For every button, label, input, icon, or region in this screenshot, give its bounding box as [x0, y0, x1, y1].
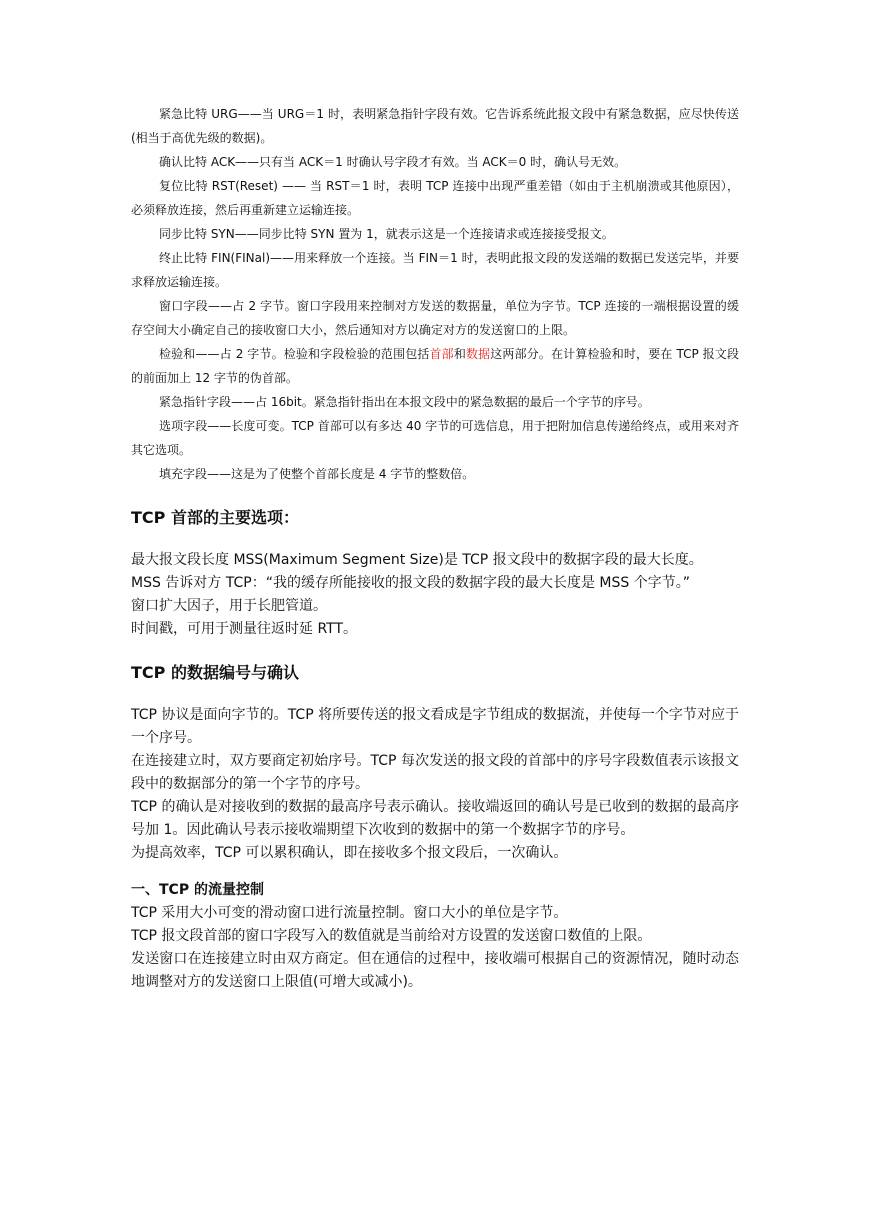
field-rst: 复位比特 RST(Reset) —— 当 RST＝1 时，表明 TCP 连接中出现严重差错（如由于主机崩溃或其他原因），必须释放连接，然后再重新建立运输连接。: [131, 179, 739, 217]
field-ack: 确认比特 ACK——只有当 ACK＝1 时确认号字段才有效。当 ACK＝0 时，确认号无效。: [159, 155, 627, 169]
checksum-text-after: 这两部分。在计算检验和时，要在 TCP 报文段的前面加上 12 字节的伪首部。: [131, 347, 739, 385]
options-line-mss-quote: MSS 告诉对方 TCP：“我的缓存所能接收的报文段的数据字段的最大长度是 MSS 个字节。”: [131, 575, 690, 591]
field-window: 窗口字段——占 2 字节。窗口字段用来控制对方发送的数据量，单位为字节。TCP 连接的一端根据设置的缓存空间大小确定自己的接收窗口大小，然后通知对方以确定对方的发送窗口的上限。: [131, 299, 739, 337]
heading-flow-control: 一、TCP 的流量控制: [131, 882, 264, 898]
options-line-timestamp: 时间戳，可用于测量往返时延 RTT。: [131, 621, 358, 637]
numbering-para-byte-oriented: TCP 协议是面向字节的。TCP 将所要传送的报文看成是字节组成的数据流，并使每一个字节对应于一个序号。: [131, 707, 739, 746]
document-page: [131, 102, 739, 994]
options-line-window-scale: 窗口扩大因子，用于长肥管道。: [131, 598, 327, 614]
flow-para-negotiation: 发送窗口在连接建立时由双方商定。但在通信的过程中，接收端可根据自己的资源情况，随时动态地调整对方的发送窗口上限值(可增大或减小)。: [131, 951, 739, 990]
numbering-para-initial-seq: 在连接建立时，双方要商定初始序号。TCP 每次发送的报文段的首部中的序号字段数值表示该报文段中的数据部分的第一个字节的序号。: [131, 753, 739, 792]
field-fin: 终止比特 FIN(FINal)——用来释放一个连接。当 FIN＝1 时，表明此报文段的发送端的数据已发送完毕，并要求释放运输连接。: [131, 251, 739, 289]
numbering-para-ack: TCP 的确认是对接收到的数据的最高序号表示确认。接收端返回的确认号是已收到的数据的最高序号加 1。因此确认号表示接收端期望下次收到的数据中的第一个数据字节的序号。: [131, 799, 739, 838]
checksum-text-before: 检验和——占 2 字节。检验和字段检验的范围包括: [159, 347, 430, 361]
field-options: 选项字段——长度可变。TCP 首部可以有多达 40 字节的可选信息，用于把附加信息传递给终点，或用来对齐其它选项。: [131, 419, 739, 457]
heading-tcp-options: TCP 首部的主要选项：: [131, 508, 299, 527]
checksum-highlight-header: 首部: [429, 347, 454, 361]
field-urgent-pointer: 紧急指针字段——占 16bit。紧急指针指出在本报文段中的紧急数据的最后一个字节的序号。: [159, 395, 650, 409]
numbering-para-cumulative: 为提高效率，TCP 可以累积确认，即在接收多个报文段后，一次确认。: [131, 845, 568, 861]
options-line-mss: 最大报文段长度 MSS(Maximum Segment Size)是 TCP 报文段中的数据字段的最大长度。: [131, 552, 703, 568]
flow-para-window-field: TCP 报文段首部的窗口字段写入的数值就是当前给对方设置的发送窗口数值的上限。: [131, 928, 652, 944]
checksum-text-mid: 和: [453, 347, 466, 361]
field-padding: 填充字段——这是为了使整个首部长度是 4 字节的整数倍。: [159, 467, 475, 481]
checksum-highlight-data: 数据: [465, 347, 491, 361]
field-syn: 同步比特 SYN——同步比特 SYN 置为 1，就表示这是一个连接请求或连接接受报文。: [159, 227, 614, 241]
flow-para-sliding-window: TCP 采用大小可变的滑动窗口进行流量控制。窗口大小的单位是字节。: [131, 905, 568, 921]
heading-tcp-numbering: TCP 的数据编号与确认: [131, 663, 299, 682]
field-urg: 紧急比特 URG——当 URG＝1 时，表明紧急指针字段有效。它告诉系统此报文段中有紧急数据，应尽快传送(相当于高优先级的数据)。: [131, 107, 739, 145]
field-checksum: [131, 342, 739, 390]
